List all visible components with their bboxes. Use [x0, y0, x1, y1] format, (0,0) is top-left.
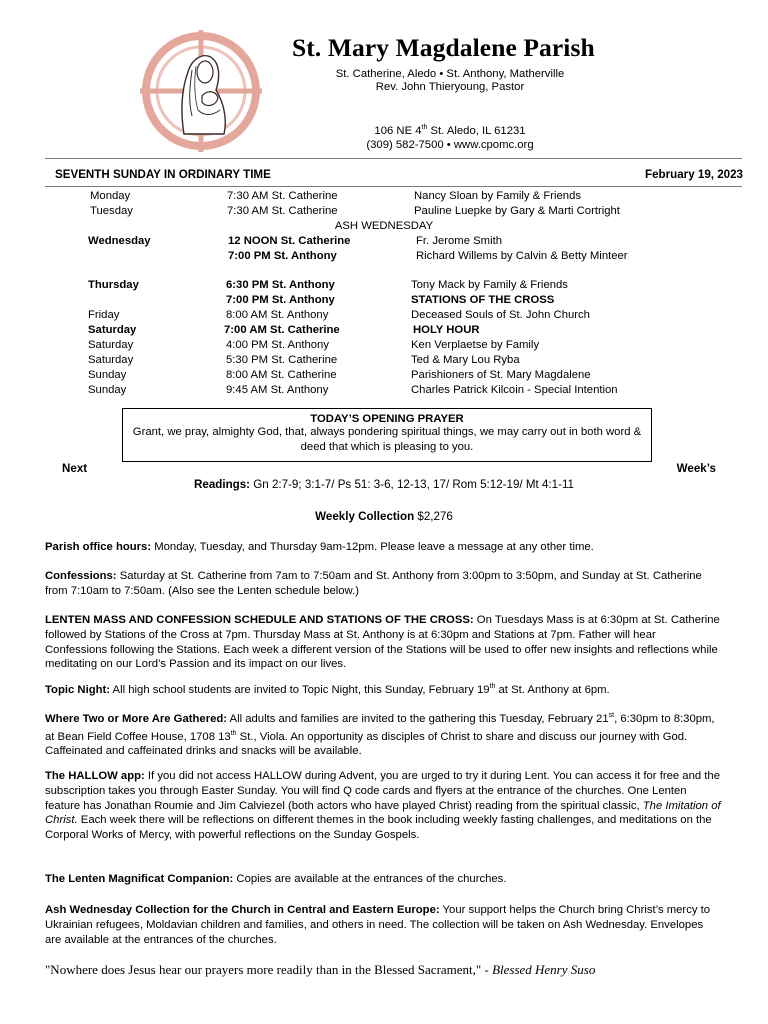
- collection-label: Weekly Collection: [315, 510, 415, 523]
- schedule-time: 4:00 PM St. Anthony: [226, 339, 329, 351]
- schedule-day: Friday: [88, 309, 120, 321]
- next-label: Next: [62, 462, 88, 475]
- gathered-paragraph: [45, 709, 721, 759]
- bulletin-date: February 19, 2023: [645, 168, 743, 181]
- schedule-day: Thursday: [88, 279, 139, 291]
- paragraph-text: If you did not access HALLOW during Advent, you are urged to try it during Lent. You can access it for free and the subscription takes you through Easter Sunday. You will find Q code cards and flyers at the entrance of the churches. One Lenten feature has Jonathan Roumie and Jim Calviezel (both actors who have played Christ) reading from the spiritual classic,: [45, 770, 721, 812]
- quote-author: Blessed Henry Suso: [492, 962, 596, 977]
- schedule-time: 12 NOON St. Catherine: [228, 235, 351, 247]
- paragraph-lead: Confessions:: [45, 570, 117, 582]
- paragraph-lead: Parish office hours:: [45, 541, 152, 553]
- ash-wednesday-collection-paragraph: [45, 903, 721, 947]
- topic-night-paragraph: [45, 680, 721, 698]
- paragraph-text: Each week there will be reflections on different themes in the book including weekly fasting challenges, and meditations on the Corporal Works of Mercy, with powerful reflections on the Sunday Gospels.: [45, 814, 712, 842]
- paragraph-lead: The Lenten Magnificat Companion:: [45, 873, 234, 885]
- ordinal-sup: th: [489, 683, 496, 690]
- parish-logo: [140, 30, 262, 152]
- ash-wednesday-heading: ASH WEDNESDAY: [334, 220, 434, 232]
- paragraph-text: , 6:30pm to 8:30pm, at Bean Field Coffee House, 1708 13: [45, 712, 715, 743]
- schedule-intention: Richard Willems by Calvin & Betty Minteer: [416, 250, 628, 262]
- closing-quote: [45, 962, 595, 978]
- schedule-day: Saturday: [88, 324, 137, 336]
- address-post: St. Aledo, IL 61231: [427, 124, 526, 137]
- readings-line: [0, 478, 768, 491]
- sunday-title: SEVENTH SUNDAY IN ORDINARY TIME: [55, 168, 271, 181]
- paragraph-text: Monday, Tuesday, and Thursday 9am-12pm. Please leave a message at any other time.: [151, 541, 594, 553]
- paragraph-lead: Where Two or More Are Gathered:: [45, 712, 228, 725]
- schedule-intention: Nancy Sloan by Family & Friends: [414, 190, 582, 202]
- quote-text: "Nowhere does Jesus hear our prayers more readily than in the Blessed Sacrament," -: [45, 962, 493, 977]
- schedule-day: Saturday: [88, 354, 134, 366]
- readings-label: Readings:: [194, 478, 251, 491]
- schedule-intention: Ken Verplaetse by Family: [411, 339, 540, 351]
- schedule-time: 8:00 AM St. Anthony: [226, 309, 329, 321]
- paragraph-text: St., Viola. An opportunity as disciples of Christ to share and discuss our journey with God. Caffeinated and caffeinated drinks and snacks will be available.: [45, 730, 688, 758]
- readings-text: Gn 2:7-9; 3:1-7/ Ps 51: 3-6, 12-13, 17/ Rom 5:12-19/ Mt 4:1-11: [250, 478, 574, 491]
- paragraph-text: Saturday at St. Catherine from 7am to 7:50am and St. Anthony from 3:00pm to 3:50pm, and Sunday at St. Catherine from 7:10am to 7:50am. (Also see the Lenten schedule below.): [45, 570, 702, 597]
- paragraph-lead: The HALLOW app:: [45, 770, 145, 782]
- office-hours-paragraph: [45, 540, 721, 555]
- title-rule: [45, 186, 742, 187]
- ordinal-sup: th: [230, 729, 237, 737]
- parish-name: St. Mary Magdalene Parish: [292, 33, 595, 62]
- schedule-time: 7:30 AM St. Catherine: [227, 190, 338, 202]
- opening-prayer-box: [122, 408, 652, 462]
- schedule-intention: Tony Mack by Family & Friends: [411, 279, 568, 291]
- contact-line: (309) 582-7500 • www.cpomc.org: [366, 139, 534, 151]
- schedule-time: 8:00 AM St. Catherine: [226, 369, 337, 381]
- schedule-intention: Fr. Jerome Smith: [416, 235, 503, 247]
- hallow-app-paragraph: [45, 769, 721, 843]
- schedule-day: Saturday: [88, 339, 134, 351]
- schedule-time: 5:30 PM St. Catherine: [226, 354, 338, 366]
- paragraph-lead: Topic Night:: [45, 683, 111, 696]
- lenten-schedule-paragraph: [45, 613, 721, 672]
- paragraph-text: Copies are available at the entrances of the churches.: [233, 873, 507, 885]
- schedule-intention: Charles Patrick Kilcoin - Special Intention: [411, 384, 618, 396]
- schedule-intention: Pauline Luepke by Gary & Marti Cortright: [414, 205, 620, 217]
- ordinal-sup: st: [608, 712, 615, 719]
- schedule-time: 9:45 AM St. Anthony: [226, 384, 329, 396]
- schedule-day: Monday: [90, 190, 131, 202]
- schedule-day: Wednesday: [88, 235, 151, 247]
- schedule-day: Sunday: [88, 384, 127, 396]
- schedule-intention: HOLY HOUR: [413, 324, 480, 336]
- weekly-collection: [0, 510, 768, 523]
- collection-amount: $2,276: [414, 510, 453, 523]
- prayer-title: TODAY’S OPENING PRAYER: [310, 413, 464, 425]
- paragraph-text: Your support helps the Church bring Christ’s mercy to Ukrainian refugees, Moldavian children and families, and others in need. The collection will be taken on Ash Wednesday. Envelopes are available at the entrances of the churches.: [45, 904, 711, 946]
- pastor-line: Rev. John Thieryoung, Pastor: [375, 81, 525, 93]
- schedule-intention: STATIONS OF THE CROSS: [411, 294, 555, 306]
- schedule-time: 7:00 PM St. Anthony: [226, 294, 335, 306]
- weeks-label: Week’s: [676, 462, 716, 475]
- schedule-time: 7:00 AM St. Catherine: [224, 324, 340, 336]
- header-rule: [45, 158, 742, 159]
- magnificat-paragraph: [45, 872, 721, 887]
- schedule-time: 7:30 AM St. Catherine: [227, 205, 338, 217]
- schedule-intention: Ted & Mary Lou Ryba: [411, 354, 520, 366]
- confessions-paragraph: [45, 569, 721, 599]
- prayer-text: Grant, we pray, almighty God, that, always pondering spiritual things, we may carry out in both word & deed that which is pleasing to you.: [132, 426, 642, 453]
- paragraph-text: All adults and families are invited to the gathering this Tuesday, February 21: [227, 712, 609, 725]
- schedule-day: Sunday: [88, 369, 127, 381]
- address-pre: 106 NE 4: [374, 124, 422, 137]
- churches-line: St. Catherine, Aledo • St. Anthony, Matherville: [335, 68, 565, 80]
- paragraph-lead: Ash Wednesday Collection for the Church in Central and Eastern Europe:: [45, 904, 440, 916]
- schedule-day: Tuesday: [90, 205, 133, 217]
- address-sup: th: [421, 124, 428, 131]
- schedule-intention: Parishioners of St. Mary Magdalene: [411, 369, 591, 381]
- paragraph-text: All high school students are invited to Topic Night, this Sunday, February 19: [110, 683, 490, 696]
- schedule-row-ash: [0, 220, 768, 235]
- paragraph-text: On Tuesdays Mass is at 6:30pm at St. Catherine followed by Stations of the Cross at 7pm. Thursday Mass at St. Anthony is at 6:30pm and Stations at 7pm. Father will hear Confessions following the Stations. Each week a different version of the Stations will be used to offer new insights and reflections while meditating on our Lord’s Passion and its impact on our lives.: [45, 614, 720, 671]
- paragraph-lead: LENTEN MASS AND CONFESSION SCHEDULE AND STATIONS OF THE CROSS:: [45, 614, 474, 626]
- paragraph-text: at St. Anthony at 6pm.: [495, 683, 610, 696]
- address-line: [300, 124, 600, 137]
- schedule-time: 6:30 PM St. Anthony: [226, 279, 335, 291]
- schedule-intention: Deceased Souls of St. John Church: [411, 309, 590, 321]
- book-title: The Imitation of Christ.: [45, 799, 721, 827]
- mary-magdalene-logo-icon: [140, 30, 262, 152]
- schedule-time: 7:00 PM St. Anthony: [228, 250, 337, 262]
